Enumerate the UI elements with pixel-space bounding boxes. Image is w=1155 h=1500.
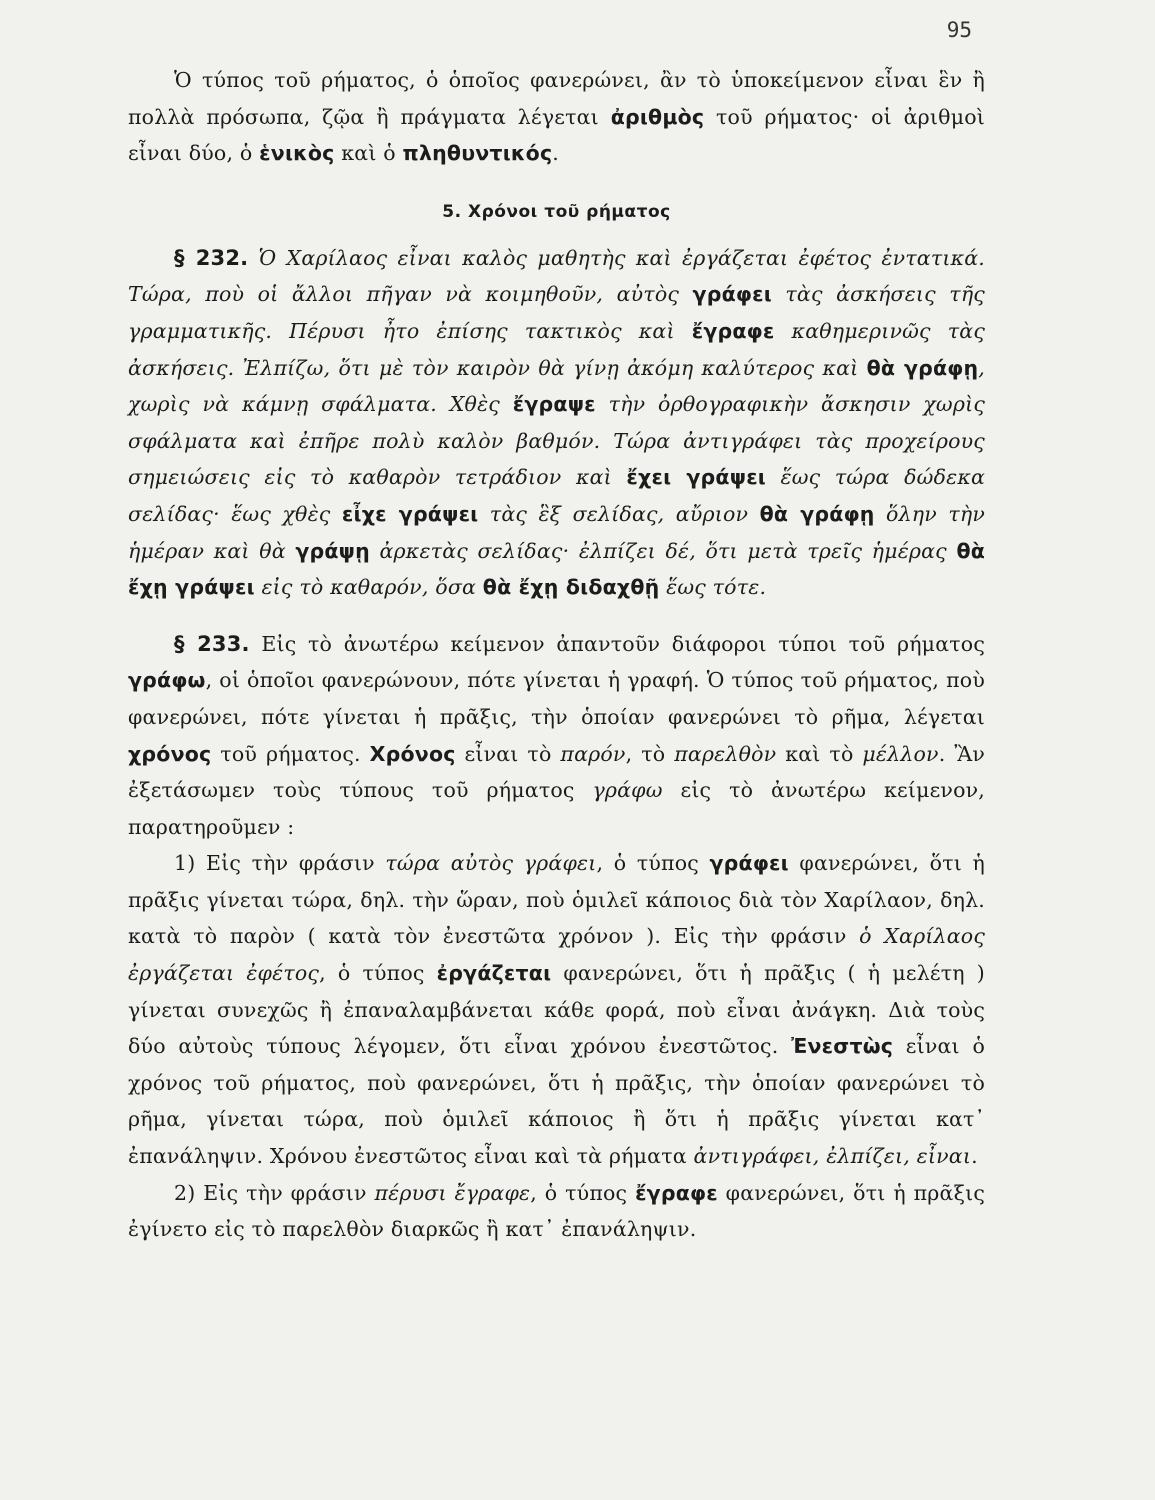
paragraph-233: § 233. Εἰς τὸ ἀνωτέρω κείμενον ἀπαντοῦν διάφοροι τύποι τοῦ ρήματος γράφω, οἱ ὁποῖοι φανερώνουν, πότε γίνεται ἡ γραφή. Ὁ τύπος τοῦ ρήματος, ποὺ φανερώνει, πότε γίνεται ἡ πρᾶξις, τὴν ὁποίαν φανερώνει τὸ ρῆμα, λέγεται χρόνος τοῦ ρήματος. Χρόνος εἶναι τὸ παρόν, τὸ παρελθὸν καὶ τὸ μέλλον. Ἂν ἐξετάσωμεν τοὺς τύπους τοῦ ρήματος γράφω εἰς τὸ ἀνωτέρω κείμενον, παρατηροῦμεν :	[128, 631, 986, 839]
list-item-1: 1) Εἰς τὴν φράσιν τώρα αὐτὸς γράφει, ὁ τύπος γράφει φανερώνει, ὅτι ἡ πρᾶξις γίνεται τώρα, δηλ. τὴν ὥραν, ποὺ ὁμιλεῖ κάποιος διὰ τὸν Χαρίλαον, δηλ. κατὰ τὸ παρὸν ( κατὰ τὸν ἐνεστῶτα χρόνον ). Εἰς τὴν φράσιν ὁ Χαρίλαος ἐργάζεται ἐφέτος, ὁ τύπος ἐργάζεται φανερώνει, ὅτι ἡ πρᾶξις ( ἡ μελέτη ) γίνεται συνεχῶς ἢ ἐπαναλαμβάνεται κάθε φορά, ποὺ εἶναι ἀνάγκη. Διὰ τοὺς δύο αὐτοὺς τύπους λέγομεν, ὅτι εἶναι χρόνου ἐνεστῶτος. Ἐνεστὼς εἶναι ὁ χρόνος τοῦ ρήματος, ποὺ φανερώνει, ὅτι ἡ πρᾶξις, τὴν ὁποίαν φανερώνει τὸ ρῆμα, γίνεται τώρα, ποὺ ὁμιλεῖ κάποιος ἢ ὅτι ἡ πρᾶξις γίνεται κατ᾿ ἐπανάληψιν. Χρόνου ἐνεστῶτος εἶναι καὶ τὰ ρήματα ἀντιγράφει, ἐλπίζει, εἶναι.	[128, 851, 986, 1169]
intro-paragraph: Ὁ τύπος τοῦ ρήματος, ὁ ὁποῖος φανερώνει, ἂν τὸ ὑποκείμενον εἶναι ἓν ἢ πολλὰ πρόσωπα, ζῷα ἢ πράγματα λέγεται ἀριθμὸς τοῦ ρήματος· οἱ ἀριθμοὶ εἶναι δύο, ὁ ἑνικὸς καὶ ὁ πληθυντικός.	[128, 68, 985, 166]
term-enikos: ἑνικὸς	[259, 141, 335, 166]
paragraph-number: § 232.	[174, 245, 249, 270]
section-heading: 5. Χρόνοι τοῦ ρήματος	[442, 201, 671, 222]
term-plithyntikos: πληθυντικός	[402, 141, 553, 166]
page-number: 95	[946, 18, 972, 42]
paragraph-232: § 232. Ὁ Χαρίλαος εἶναι καλὸς μαθητὴς καὶ ἐργάζεται ἐφέτος ἐντατικά. Τώρα, ποὺ οἱ ἄλλοι πῆγαν νὰ κοιμηθοῦν, αὐτὸς γράφει τὰς ἀσκήσεις τῆς γραμματικῆς. Πέρυσι ἦτο ἐπίσης τακτικὸς καὶ ἔγραφε καθημερινῶς τὰς ἀσκήσεις. Ἐλπίζω, ὅτι μὲ τὸν καιρὸν θὰ γίνῃ ἀκόμη καλύτερος καὶ θὰ γράφῃ, χωρὶς νὰ κάμνῃ σφάλματα. Χθὲς ἔγραψε τὴν ὀρθογραφικὴν ἄσκησιν χωρὶς σφάλματα καὶ ἐπῆρε πολὺ καλὸν βαθμόν. Τώρα ἀντιγράφει τὰς προχείρους σημειώσεις εἰς τὸ καθαρὸν τετράδιον καὶ ἔχει γράψει ἕως τώρα δώδεκα σελίδας· ἕως χθὲς εἶχε γράψει τὰς ἓξ σελίδας, αὔριον θὰ γράφῃ ὅλην τὴν ἡμέραν καὶ θὰ γράψῃ ἀρκετὰς σελίδας· ἐλπίζει δέ, ὅτι μετὰ τρεῖς ἡμέρας θὰ ἔχῃ γράψει εἰς τὸ καθαρόν, ὅσα θὰ ἔχῃ διδαχθῇ ἕως τότε.	[128, 245, 986, 600]
term-arithmos: ἀριθμὸς	[610, 104, 705, 129]
paragraph-number: § 233.	[174, 631, 250, 656]
list-item-2: 2) Εἰς τὴν φράσιν πέρυσι ἔγραφε, ὁ τύπος ἔγραφε φανερώνει, ὅτι ἡ πρᾶξις ἐγίνετο εἰς τὸ παρελθὸν διαρκῶς ἢ κατ᾿ ἐπανάληψιν.	[128, 1180, 986, 1242]
